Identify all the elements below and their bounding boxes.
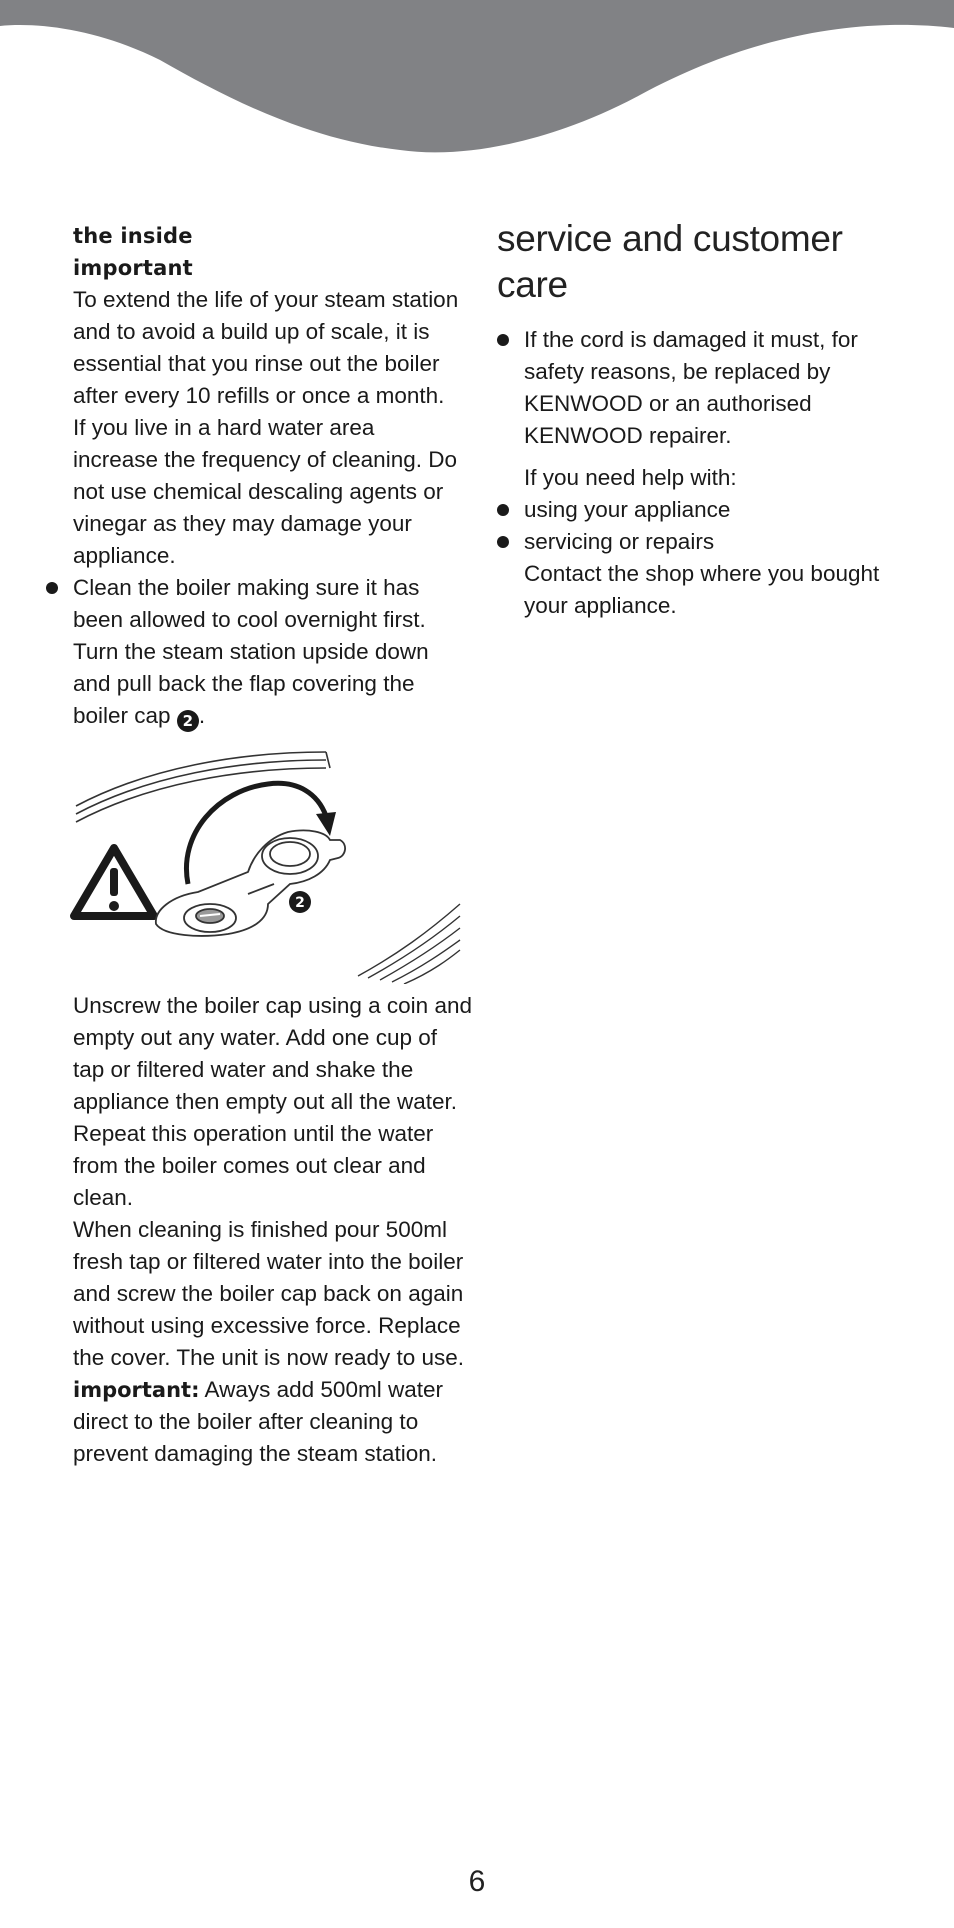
bullet-dot-icon: [46, 582, 58, 594]
bullet-dot-icon: [497, 504, 509, 516]
header-wave-band: [0, 0, 954, 160]
boiler-cap-part: [156, 830, 345, 935]
help-item-text: servicing or repairs: [524, 529, 715, 554]
warning-triangle-icon: [74, 848, 154, 916]
section-heading-the-inside: the inside: [73, 224, 193, 248]
contact-text: Contact the shop where you bought your appliance.: [524, 561, 880, 618]
help-intro: If you need help with:: [524, 465, 737, 490]
important-label: important:: [73, 1378, 200, 1402]
boiler-cap-illustration: [68, 744, 468, 984]
figure-ref-badge: 2: [177, 710, 199, 732]
right-column: [497, 216, 917, 622]
bullet-clean-boiler-text: Clean the boiler making sure it has been allowed to cool overnight first. Turn the steam station upside down and pull back the flap covering the boiler cap: [73, 575, 429, 728]
important-text: Aways add 500ml water direct to the boiler after cleaning to prevent damaging the steam station.: [73, 1377, 443, 1466]
bullet-cord-damaged-text: If the cord is damaged it must, for safety reasons, be replaced by KENWOOD or an authorised KENWOOD repairer.: [524, 327, 858, 448]
finish-paragraph: When cleaning is finished pour 500ml fresh tap or filtered water into the boiler and screw the boiler cap back on again without using excessive force. Replace the cover. The unit is now ready to use.: [73, 1217, 465, 1370]
header-wave-shape: [0, 0, 954, 152]
important-heading: important: [73, 256, 193, 280]
bullet-clean-boiler-end: .: [198, 703, 206, 728]
left-column-continued: [73, 990, 473, 1470]
figure-number-badge: [289, 891, 311, 913]
help-item: [524, 526, 917, 558]
bullet-clean-boiler: [73, 572, 463, 732]
page-number: 6: [468, 1865, 486, 1898]
bullet-cord-damaged: [524, 324, 917, 452]
service-title: service and customer care: [497, 218, 843, 305]
bullet-dot-icon: [497, 536, 509, 548]
figure-number-text: 2: [295, 895, 305, 911]
important-note: [73, 1374, 473, 1470]
help-item: [524, 494, 917, 526]
bullet-dot-icon: [497, 334, 509, 346]
help-item-text: using your appliance: [524, 497, 731, 522]
left-column: [73, 220, 463, 732]
unscrew-paragraph: Unscrew the boiler cap using a coin and empty out any water. Add one cup of tap or filtered water and shake the appliance then empty out all the water. Repeat this operation until the water from the boiler comes out clear and clean.: [73, 993, 472, 1210]
inside-paragraph: To extend the life of your steam station and to avoid a build up of scale, it is essential that you rinse out the boiler after every 10 refills or once a month. If you live in a hard water area increase the frequency of cleaning. Do not use chemical descaling agents or vinegar as they may damage your appliance.: [73, 287, 459, 568]
appliance-base-lines: [358, 904, 460, 984]
